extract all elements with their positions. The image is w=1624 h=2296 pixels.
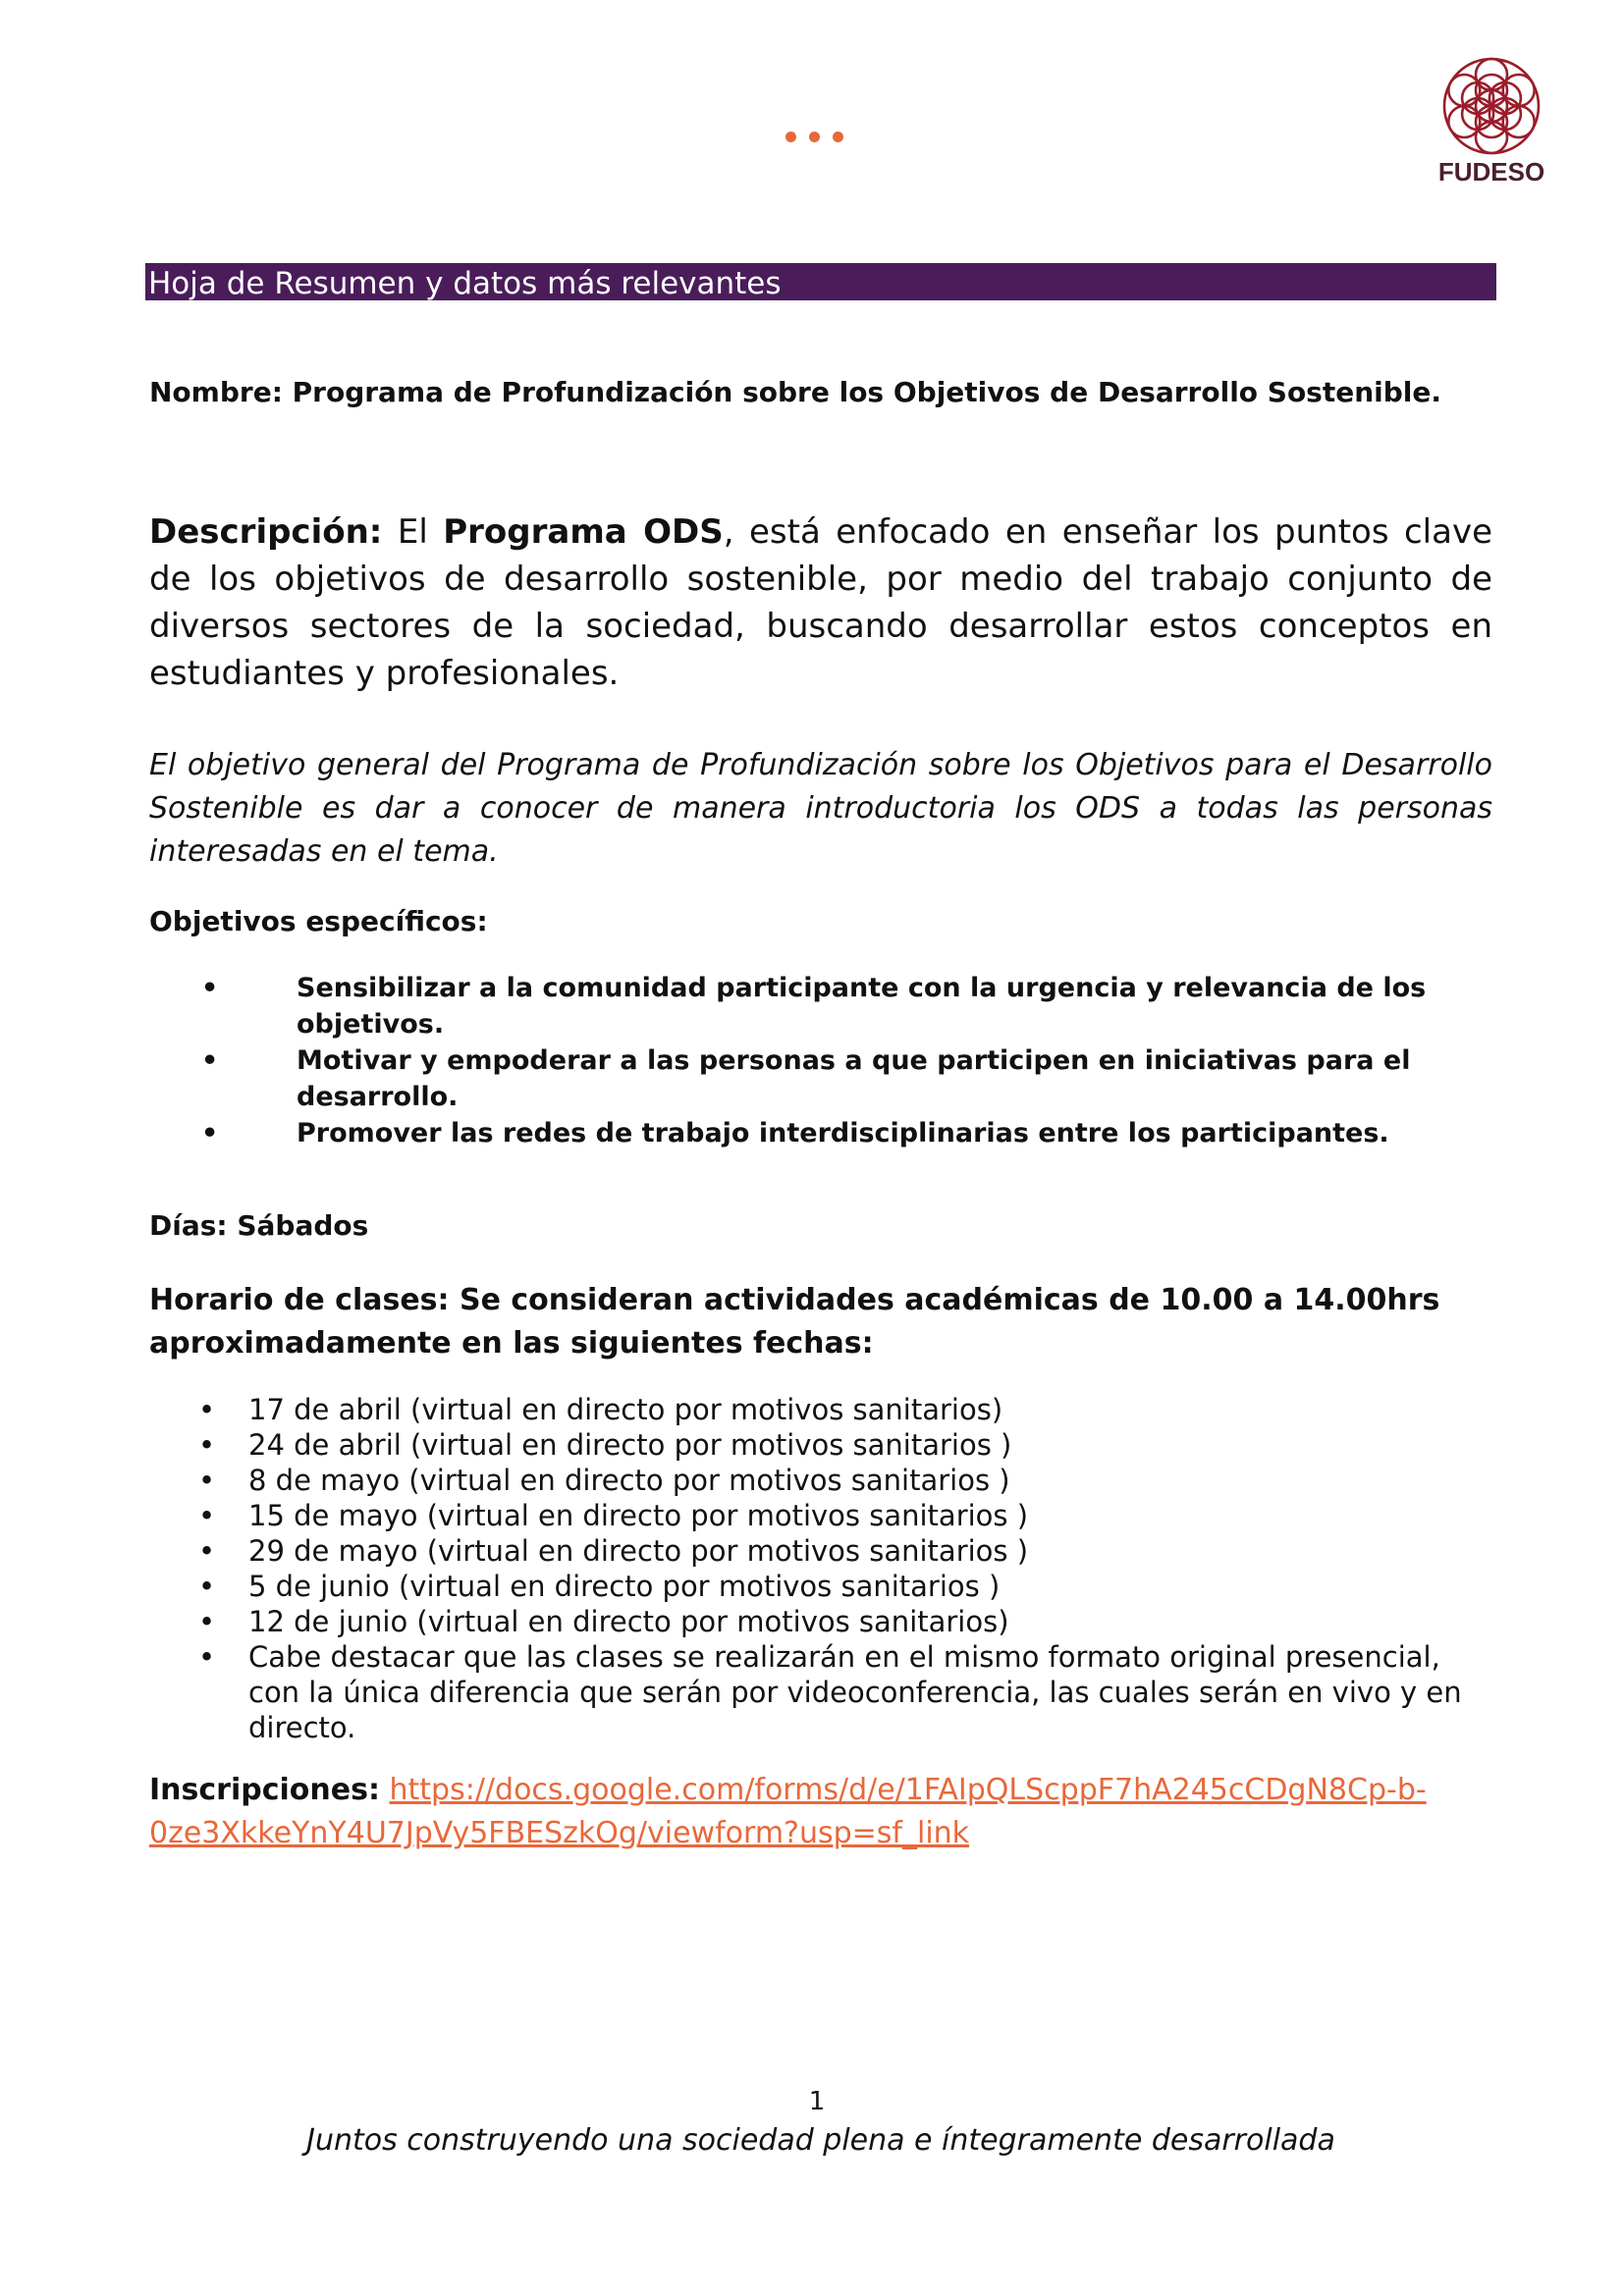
bullet-icon: • xyxy=(198,1464,216,1497)
bullet-icon: • xyxy=(201,973,219,1003)
list-item: • Promover las redes de trabajo interdisciplinarias entre los participantes. xyxy=(149,1115,1492,1151)
registration-link[interactable]: https://docs.google.com/forms/d/e/1FAIpQLScppF7hA245cCDgN8Cp-b- 0ze3XkkeYnY4U7JpVy5FBESzkOg/viewform?usp=sf_link xyxy=(149,1773,1427,1850)
bullet-icon: • xyxy=(198,1499,216,1532)
list-item: • 8 de mayo (virtual en directo por motivos sanitarios ) xyxy=(198,1464,1010,1497)
specific-objectives-list xyxy=(149,970,1492,1151)
specific-objectives-heading: Objetivos específicos: xyxy=(149,905,488,937)
description-text-1: El xyxy=(382,512,444,552)
list-item: • 24 de abril (virtual en directo por motivos sanitarios ) xyxy=(198,1428,1012,1462)
list-item: • 12 de junio (virtual en directo por motivos sanitarios) xyxy=(198,1605,1009,1638)
list-item: • 17 de abril (virtual en directo por motivos sanitarios) xyxy=(198,1393,1003,1426)
page-number: 1 xyxy=(808,2087,826,2116)
bullet-icon: • xyxy=(198,1534,216,1568)
registration-section xyxy=(149,1769,1492,1855)
dates-list xyxy=(149,1392,1492,1745)
bullet-icon: • xyxy=(201,1045,219,1076)
list-item: • 29 de mayo (virtual en directo por motivos sanitarios ) xyxy=(198,1534,1029,1568)
header-ellipsis xyxy=(785,126,848,145)
section-title: Hoja de Resumen y datos más relevantes xyxy=(148,266,782,301)
general-objective: El objetivo general del Programa de Profundización sobre los Objetivos para el Desarrollo Sostenible es dar a conocer de manera introductoria los ODS a todas las personas interesadas en el tema. xyxy=(149,748,1492,869)
bullet-icon: • xyxy=(198,1428,216,1462)
bullet-icon: • xyxy=(201,1118,219,1148)
list-item: • 5 de junio (virtual en directo por motivos sanitarios ) xyxy=(198,1570,1001,1603)
list-item: • Sensibilizar a la comunidad participante con la urgencia y relevancia de los objetivos. xyxy=(149,970,1492,1042)
bullet-icon: • xyxy=(198,1570,216,1603)
flower-of-life-icon xyxy=(1437,55,1545,157)
bullet-icon: • xyxy=(198,1393,216,1426)
description-label: Descripción: xyxy=(149,512,383,552)
fudeso-logo xyxy=(1437,55,1555,192)
program-ods-name: Programa ODS xyxy=(443,512,724,552)
registration-label: Inscripciones: xyxy=(149,1773,380,1807)
bullet-icon: • xyxy=(198,1605,216,1638)
section-title-bar xyxy=(145,263,1496,300)
schedule-line: Horario de clases: Se consideran actividades académicas de 10.00 a 14.00hrs aproximadamente en las siguientes fechas: xyxy=(149,1283,1440,1361)
description-paragraph xyxy=(149,508,1492,697)
description-text-2: , está enfocado en enseñar los puntos clave de los objetivos de desarrollo sostenible, por medio del trabajo conjunto de diversos sectores de la sociedad, buscando desarrollar estos conceptos en estudiantes y profesionales. xyxy=(149,512,1493,693)
list-item: • Motivar y empoderar a las personas a que participen en iniciativas para el desarrollo. xyxy=(149,1042,1492,1115)
logo-text: FUDESO xyxy=(1437,157,1545,187)
list-item: • Cabe destacar que las clases se realizarán en el mismo formato original presencial, con la única diferencia que serán por videoconferencia, las cuales serán en vivo y en directo. xyxy=(198,1640,1462,1744)
bullet-icon: • xyxy=(198,1640,216,1674)
days-line: Días: Sábados xyxy=(149,1209,369,1242)
program-name: Nombre: Programa de Profundización sobre los Objetivos de Desarrollo Sostenible. xyxy=(149,376,1442,408)
list-item: • 15 de mayo (virtual en directo por motivos sanitarios ) xyxy=(198,1499,1029,1532)
footer-tagline: Juntos construyendo una sociedad plena e íntegramente desarrollada xyxy=(306,2123,1335,2158)
